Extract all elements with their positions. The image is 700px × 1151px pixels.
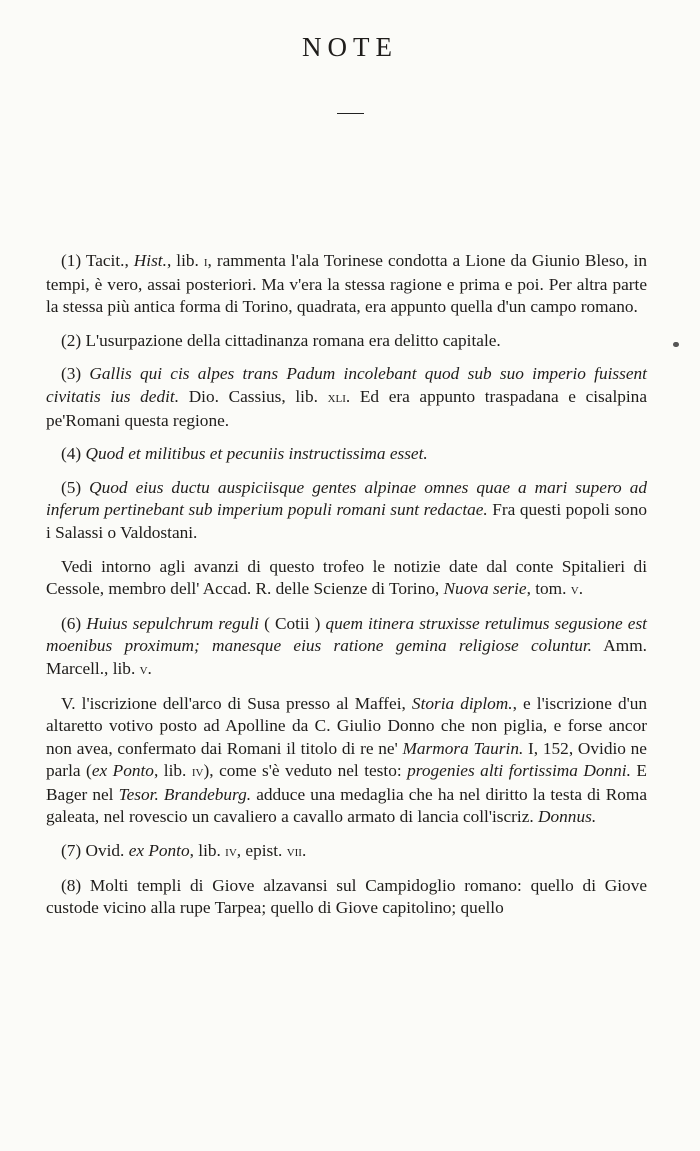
text-run: ( Cotii ) — [259, 613, 326, 633]
page-title: NOTE — [302, 32, 398, 63]
footnote-7 — [46, 840, 647, 864]
text-run: , rammenta l'ala Torinese condotta a Lione da Giunio Bleso, in tempi, è vero, assai posteriori. Ma v'era la stessa ragione e prima e poi. Per altra parte la stessa più antica forma di Torino, quadrata, era appunto quella d'un campo romano. — [46, 251, 647, 317]
text-run: Amm. Marcell., lib. — [46, 636, 647, 678]
footnote-8 — [46, 875, 647, 920]
footnote-1 — [46, 250, 647, 319]
italic-text: Quod eius ductu auspiciisque gentes alpinae omnes quae a mari supero ad inferum pertinebant sub imperium populi romani sunt redactae. — [46, 477, 647, 520]
text-run: . — [578, 579, 584, 599]
text-run: , epist. — [236, 841, 287, 861]
italic-text: Quod et militibus et pecuniis instructissima esset. — [85, 444, 428, 464]
roman-numeral: v — [570, 582, 579, 599]
text-run: , lib. — [153, 761, 192, 781]
italic-text: ex Ponto — [128, 841, 190, 861]
italic-text: Hist. — [133, 251, 167, 270]
text-run: , lib. — [166, 251, 204, 270]
text-run: Fra questi popoli sono i Salassi o Valdostani. — [46, 500, 647, 542]
text-run: Vedi intorno agli avanzi di questo trofeo le notizie date dal conte Spitalieri di Cessole, membro dell' Accad. R. delle Scienze di Torino, — [46, 556, 647, 599]
text-run: adduce una medaglia che ha nel diritto la testa di Roma galeata, nel rovescio un cavaliero a cavallo armato di lancia coll'iscriz. — [46, 784, 647, 827]
italic-text: ex Ponto — [91, 761, 154, 781]
footnote-continuation — [46, 556, 647, 602]
footnote-continuation — [46, 693, 647, 830]
text-run: I, 152, Ovidio ne parla ( — [46, 738, 647, 781]
text-run: . — [301, 841, 307, 861]
italic-text: Donnus. — [538, 807, 597, 827]
text-run: E Bager nel — [46, 761, 647, 804]
notes-body — [46, 250, 647, 931]
roman-numeral: iv — [191, 764, 204, 781]
text-run: . Ed era appunto traspadana e cisalpina pe'Romani questa regione. — [46, 386, 647, 430]
text-run: (4) — [61, 444, 86, 464]
text-run: (6) — [61, 613, 87, 633]
text-run: , lib. — [189, 841, 226, 861]
italic-text: Nuova serie — [443, 579, 527, 599]
italic-text: Gallis qui cis alpes trans Padum incolebant quod sub suo imperio fuissent civitatis ius dedit. — [46, 364, 647, 406]
footnote-5 — [46, 477, 647, 545]
italic-text: Tesor. Brandeburg. — [118, 784, 252, 804]
roman-numeral: iv — [225, 844, 237, 861]
title-divider — [337, 113, 364, 114]
footnote-6 — [46, 613, 647, 682]
ink-speck — [673, 342, 679, 347]
italic-text: Huius sepulchrum reguli — [86, 613, 260, 633]
footnote-3 — [46, 363, 647, 432]
text-run: , e l'iscrizione d'un altaretto votivo posto ad Apolline da C. Giulio Donno che non piglia, e forse ancor non avea, confermato dai Romani il titolo di re ne' — [46, 693, 647, 758]
text-run: , tom. — [526, 579, 571, 599]
footnote-2 — [46, 330, 647, 353]
text-run: . — [147, 658, 152, 678]
text-run: (2) L'usurpazione della cittadinanza romana era delitto capitale. — [61, 330, 501, 350]
italic-text: Marmora Taurin. — [402, 738, 524, 758]
roman-numeral: i — [203, 254, 208, 270]
text-run: (8) Molti templi di Giove alzavansi sul Campidoglio romano: quello di Giove custode vicino alla rupe Tarpea; quello di Giove capitolino; quello — [46, 875, 647, 918]
text-run: (1) Tacit., — [61, 251, 134, 270]
roman-numeral: xli — [327, 389, 346, 406]
roman-numeral: vii — [286, 844, 302, 861]
italic-text: Storia diplom. — [411, 693, 513, 713]
roman-numeral: v — [139, 661, 148, 678]
footnote-4 — [46, 443, 647, 466]
text-run: (5) — [61, 477, 90, 497]
italic-text: quem itinera struxisse retulimus segusione est moenibus proximum; manesque eius ratione gemina religiose coluntur. — [46, 613, 647, 656]
text-run: V. l'iscrizione dell'arco di Susa presso al Maffei, — [61, 693, 412, 713]
text-run: (7) Ovid. — [61, 841, 129, 861]
italic-text: progenies alti fortissima Donni. — [407, 761, 631, 781]
text-run: (3) — [61, 364, 90, 384]
text-run: ), come s'è veduto nel testo: — [203, 761, 408, 781]
text-run: Dio. Cassius, lib. — [179, 386, 328, 406]
